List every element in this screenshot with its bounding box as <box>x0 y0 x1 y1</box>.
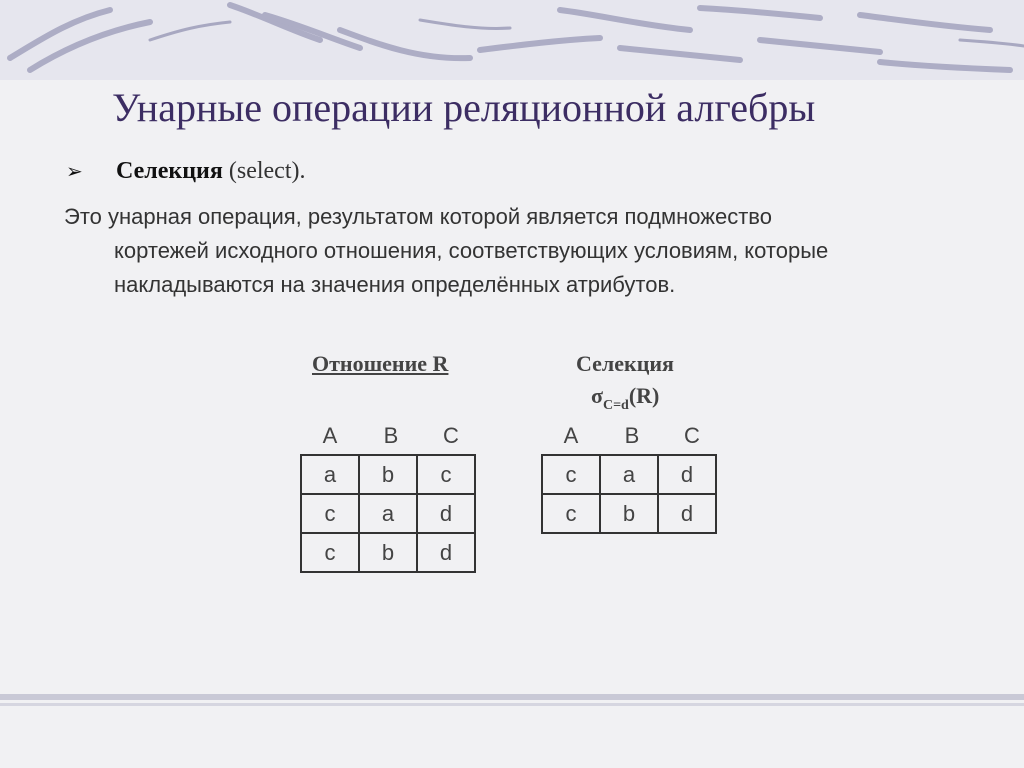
table-row <box>542 494 716 533</box>
table-cell: b <box>600 494 658 533</box>
relation-r-header-c: C <box>443 423 459 448</box>
table-cell: b <box>359 455 417 494</box>
footer-divider <box>0 694 1024 700</box>
table-cell: a <box>600 455 658 494</box>
sigma-symbol: σ <box>591 383 603 408</box>
table-row <box>542 455 716 494</box>
relation-r-table <box>300 454 476 573</box>
table-cell: b <box>359 533 417 572</box>
table-cell: d <box>417 533 475 572</box>
bullet-term: Селекция <box>116 158 223 184</box>
table-cell: c <box>542 455 600 494</box>
arrow-bullet-icon: ➢ <box>66 161 83 183</box>
table-cell: c <box>542 494 600 533</box>
table-cell: a <box>359 494 417 533</box>
paragraph-line-2: кортежей исходного отношения, соответствующих условиям, которые <box>114 238 829 263</box>
table-row <box>301 533 475 572</box>
table-cell: d <box>658 455 716 494</box>
selection-header-c: C <box>684 423 700 448</box>
relation-r-header-b: B <box>383 423 399 448</box>
relation-r-header-a: A <box>322 423 338 448</box>
selection-header-a: A <box>563 423 579 448</box>
bullet-note: (select). <box>222 158 306 184</box>
decorative-swirls <box>0 0 1024 80</box>
table-cell: c <box>301 494 359 533</box>
paragraph-line-1: Это унарная операция, результатом которой является подмножество <box>64 204 772 229</box>
table-cell: d <box>658 494 716 533</box>
table-cell: c <box>301 533 359 572</box>
selection-header-b: B <box>624 423 640 448</box>
relation-r-caption: Отношение R <box>312 351 449 376</box>
selection-table <box>541 454 717 534</box>
selection-argument: (R) <box>628 383 660 408</box>
selection-condition: C=d <box>602 398 629 413</box>
selection-caption: Селекция <box>576 351 674 376</box>
definition-paragraph <box>64 200 984 302</box>
paragraph-line-3: накладываются на значения определённых атрибутов. <box>114 272 676 297</box>
bullet-item-selection <box>66 158 306 185</box>
table-cell: c <box>417 455 475 494</box>
table-row <box>301 494 475 533</box>
selection-formula <box>591 383 660 413</box>
decorative-header-band <box>0 0 1024 80</box>
table-cell: a <box>301 455 359 494</box>
page-title: Унарные операции реляционной алгебры <box>112 85 816 130</box>
table-row <box>301 455 475 494</box>
table-cell: d <box>417 494 475 533</box>
footer-divider-secondary <box>0 703 1024 706</box>
